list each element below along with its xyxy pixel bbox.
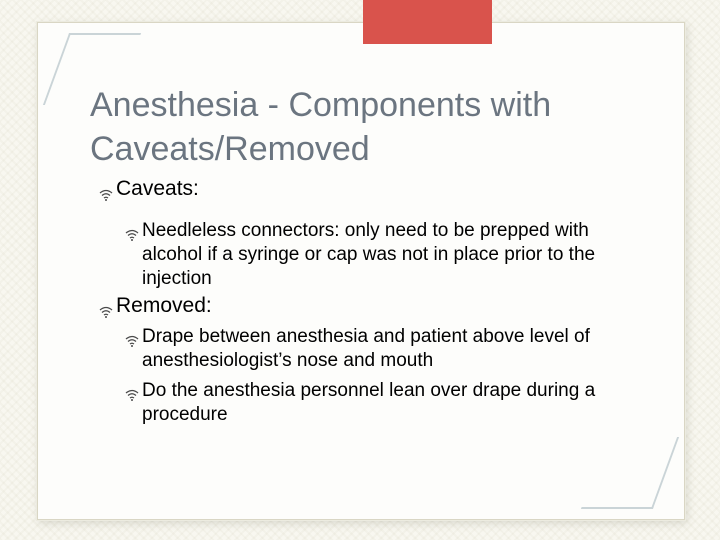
- bullet-drape: [142, 325, 602, 373]
- bullet-heading: Removed:: [116, 294, 212, 317]
- wifi-signal-icon: [99, 182, 113, 194]
- bullet-text: Drape between anesthesia and patient above level of anesthesiologist’s nose and mouth: [142, 326, 590, 371]
- wifi-signal-icon: [125, 224, 139, 236]
- bullet-text: Needleless connectors: only need to be prepped with alcohol if a syringe or cap was not in place prior to the injection: [142, 220, 596, 289]
- bullet-heading: Caveats:: [116, 177, 199, 200]
- wifi-signal-icon: [99, 299, 113, 311]
- bullet-removed: [116, 293, 636, 319]
- wifi-signal-icon: [125, 384, 139, 396]
- bullet-caveats: [116, 176, 636, 202]
- slide-title: Anesthesia - Components with Caveats/Removed: [90, 86, 552, 168]
- wifi-signal-icon: [125, 330, 139, 342]
- bullet-lean-over: [142, 379, 602, 427]
- bullet-needleless: [142, 219, 612, 291]
- bullet-text: Do the anesthesia personnel lean over drape during a procedure: [142, 380, 596, 425]
